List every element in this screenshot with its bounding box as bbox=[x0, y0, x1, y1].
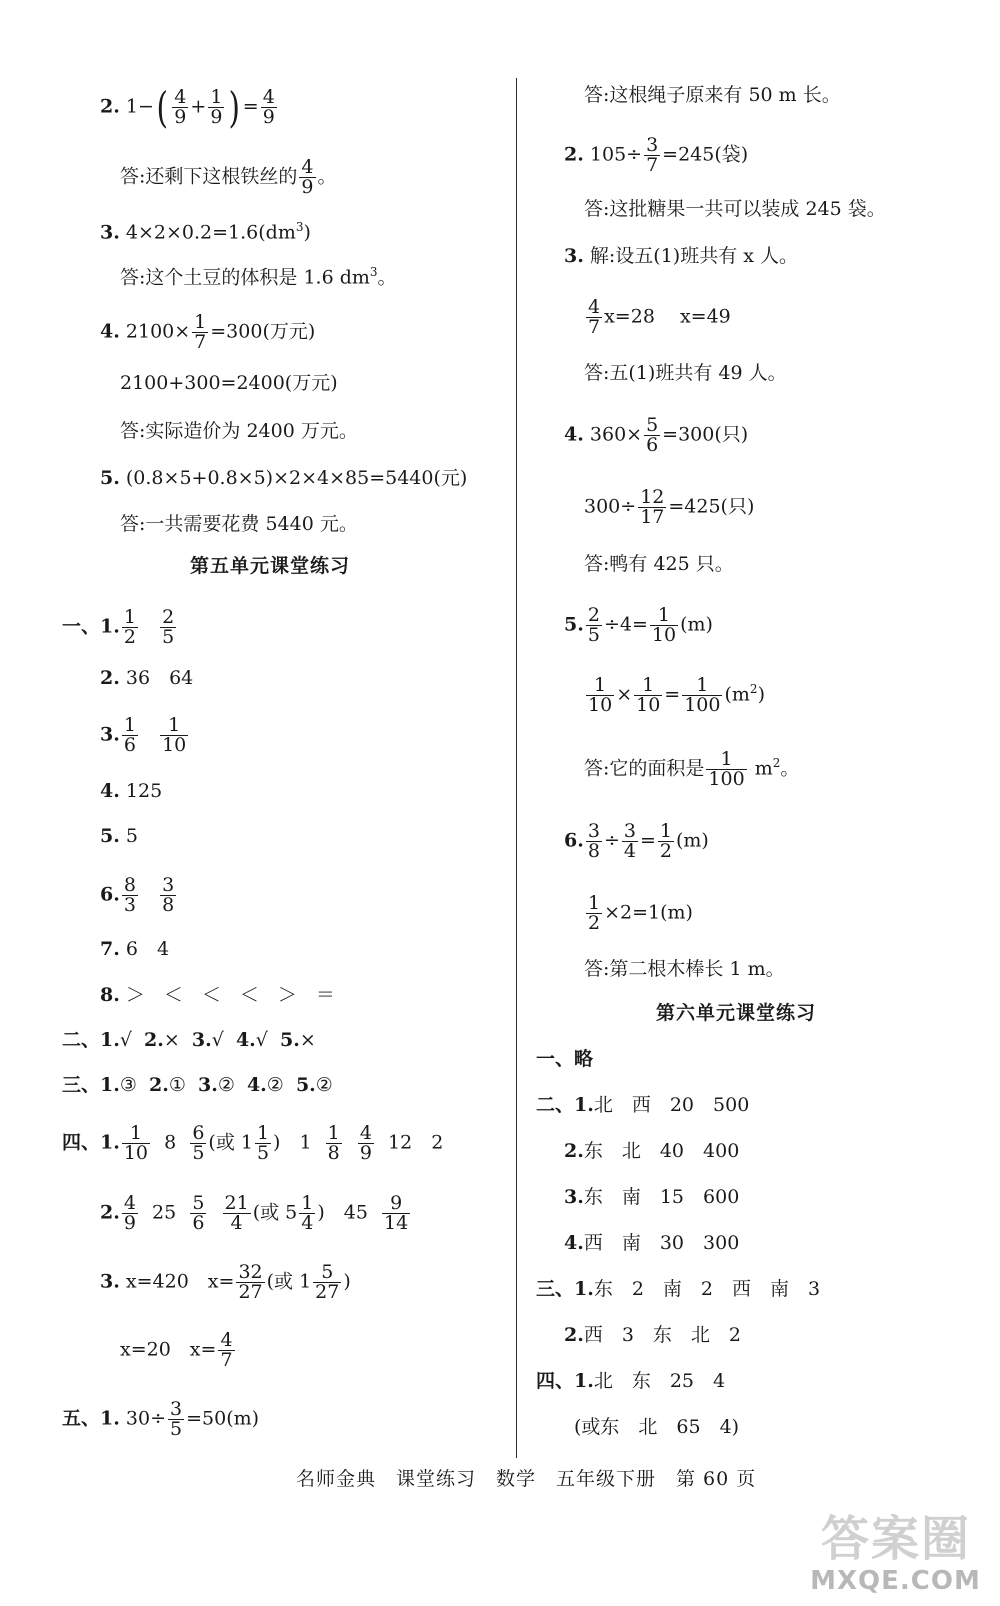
section-1-q2: 2. 36 64 bbox=[100, 667, 194, 689]
r-answer-5-line2: $\frac{1}{10}$ × $\frac{1}{10}$ = $\frac{1}{100}$ $(m^2)$ bbox=[588, 674, 765, 716]
right-paren: ) bbox=[228, 82, 241, 132]
fraction: $\frac{1}{2}$ bbox=[123, 606, 136, 648]
fraction: $\frac{1}{2}$ bbox=[588, 892, 601, 934]
r-answer-4-equation: 4. 360× $\frac{5}{6}$ =300(只) bbox=[564, 414, 749, 456]
page-footer: 名师金典 课堂练习 数学 五年级下册 第 60 页 bbox=[296, 1468, 757, 1490]
unit-5-heading: 第五单元课堂练习 bbox=[190, 555, 351, 577]
r-answer-2-equation: 2. 105÷ $\frac{3}{7}$ =245(袋) bbox=[564, 134, 749, 176]
section-4-q3-line2: x=20 x= $\frac{4}{7}$ bbox=[120, 1329, 233, 1371]
watermark-logo: 答案圈 bbox=[820, 1511, 971, 1567]
answer-2-equation: 2. 1−( $\frac{4}{9}$ + $\frac{1}{9}$ ) = $\frac{4}{9}$ bbox=[100, 82, 275, 132]
section-4-q3: 3. x=420 x= $\frac{32}{27}$ (或 1 $\frac{5}{27}$ ) bbox=[100, 1261, 351, 1303]
fraction: $\frac{1}{7}$ bbox=[194, 311, 207, 353]
watermark-site: MXQE.COM bbox=[810, 1566, 981, 1596]
section-1-q1: 一、1. $\frac{1}{2}$ $\frac{2}{5}$ bbox=[62, 606, 175, 648]
answer-4-text: 答:实际造价为 2400 万元。 bbox=[120, 420, 358, 442]
unit-6-section-2-q2: 2.东 北 40 400 bbox=[564, 1140, 740, 1162]
r-answer-4-line2: 300÷ $\frac{12}{17}$ =425(只) bbox=[584, 486, 755, 528]
fraction: $\frac{3}{4}$ bbox=[623, 820, 636, 862]
r-answer-3-equation: $\frac{4}{7}$ x=28 x=49 bbox=[588, 296, 731, 338]
r-answer-6-equation: 6. $\frac{3}{8}$ ÷ $\frac{3}{4}$ = $\frac{1}{2}$ (m) bbox=[564, 820, 709, 862]
column-divider bbox=[516, 78, 517, 1458]
fraction: $\frac{5}{27}$ bbox=[315, 1261, 340, 1303]
r-answer-5-text: 答:它的面积是 $\frac{1}{100}$ $m^2$。 bbox=[584, 748, 800, 790]
section-2: 二、1.√ 2.× 3.√ 4.√ 5.× bbox=[62, 1029, 316, 1051]
fraction: $\frac{5}{6}$ bbox=[646, 414, 659, 456]
fraction: $\frac{6}{5}$ bbox=[192, 1122, 205, 1164]
section-1-q8: 8. ＞ ＜ ＜ ＜ ＞ ＝ bbox=[100, 984, 335, 1006]
section-4-q1: 四、1. $\frac{1}{10}$ 8 $\frac{6}{5}$ (或 1 $\frac{1}{5}$ ) 1 $\frac{1}{8}$ $\frac{4}{9}$ 12 2 bbox=[62, 1122, 444, 1164]
section-3: 三、1.③ 2.① 3.② 4.② 5.② bbox=[62, 1074, 333, 1096]
fraction: $\frac{1}{100}$ bbox=[708, 748, 745, 790]
section-1-q6: 6. $\frac{8}{3}$ $\frac{3}{8}$ bbox=[100, 874, 175, 916]
fraction: $\frac{9}{14}$ bbox=[384, 1192, 409, 1234]
fraction: $\frac{4}{9}$ bbox=[123, 1192, 136, 1234]
section-1-q3: 3. $\frac{1}{6}$ $\frac{1}{10}$ bbox=[100, 714, 187, 756]
fraction: $\frac{1}{10}$ bbox=[651, 604, 677, 646]
fraction: $\frac{32}{27}$ bbox=[238, 1261, 263, 1303]
unit-6-section-4-q1: 四、1.北 东 25 4 bbox=[536, 1370, 726, 1392]
fraction: $\frac{5}{6}$ bbox=[192, 1192, 205, 1234]
fraction: $\frac{3}{8}$ bbox=[587, 820, 600, 862]
section-1-q5: 5. 5 bbox=[100, 825, 138, 847]
answer-2-text: 答:还剩下这根铁丝的 $\frac{4}{9}$ 。 bbox=[120, 156, 337, 198]
r-answer-2-text: 答:这批糖果一共可以装成 245 袋。 bbox=[584, 198, 886, 220]
fraction: $\frac{1}{5}$ bbox=[256, 1122, 270, 1164]
fraction: $\frac{2}{5}$ bbox=[587, 604, 600, 646]
unit-6-section-2-q3: 3.东 南 15 600 bbox=[564, 1186, 740, 1208]
fraction: $\frac{2}{5}$ bbox=[162, 606, 175, 648]
fraction: $\frac{4}{7}$ bbox=[220, 1329, 233, 1371]
watermark bbox=[798, 1500, 993, 1600]
r-answer-6-text: 答:第二根木棒长 1 m。 bbox=[584, 958, 785, 980]
unit-6-section-2-q1: 二、1.北 西 20 500 bbox=[536, 1094, 750, 1116]
fraction: $\frac{8}{3}$ bbox=[123, 874, 136, 916]
fraction: $\frac{4}{7}$ bbox=[588, 296, 601, 338]
answer-3-text: 答:这个土豆的体积是 1.6 $dm^3$。 bbox=[120, 265, 397, 289]
answer-5-equation: 5. (0.8×5+0.8×5)×2×4×85=5440(元) bbox=[100, 467, 468, 489]
fraction: $\frac{4}{9}$ bbox=[301, 156, 314, 198]
r-answer-6-line2: $\frac{1}{2}$ ×2=1(m) bbox=[588, 892, 693, 934]
fraction: $\frac{1}{2}$ bbox=[659, 820, 672, 862]
fraction: $\frac{12}{17}$ bbox=[640, 486, 665, 528]
fraction: $\frac{3}{5}$ bbox=[170, 1398, 183, 1440]
section-4-q2: 2. $\frac{4}{9}$ 25 $\frac{5}{6}$ $\frac{21}{4}$ (或 5 $\frac{1}{4}$ ) 45 $\frac{9}{14}$ bbox=[100, 1192, 409, 1234]
fraction: $\frac{4}{9}$ bbox=[174, 86, 187, 128]
r-answer-4-text: 答:鸭有 425 只。 bbox=[584, 553, 734, 575]
fraction: $\frac{3}{7}$ bbox=[646, 134, 659, 176]
fraction: $\frac{4}{9}$ bbox=[262, 86, 275, 128]
fraction: $\frac{1}{8}$ bbox=[327, 1122, 340, 1164]
r-answer-1-text: 答:这根绳子原来有 50 m 长。 bbox=[584, 84, 841, 106]
answer-4-line2: 2100+300=2400(万元) bbox=[120, 372, 338, 394]
unit-6-section-1: 一、略 bbox=[536, 1048, 594, 1070]
fraction: $\frac{1}{9}$ bbox=[210, 86, 223, 128]
left-paren: ( bbox=[156, 82, 168, 132]
section-5-q1: 五、1. 30÷ $\frac{3}{5}$ =50(m) bbox=[62, 1398, 260, 1440]
unit-6-heading: 第六单元课堂练习 bbox=[656, 1002, 817, 1024]
fraction: $\frac{1}{4}$ bbox=[301, 1192, 314, 1234]
fraction: $\frac{1}{10}$ bbox=[636, 674, 661, 716]
unit-6-section-3-q2: 2.西 3 东 北 2 bbox=[564, 1324, 742, 1346]
fraction: $\frac{21}{4}$ bbox=[224, 1192, 249, 1234]
fraction: $\frac{1}{10}$ bbox=[162, 714, 187, 756]
fraction: $\frac{1}{6}$ bbox=[123, 714, 136, 756]
r-answer-5-equation: 5. $\frac{2}{5}$ ÷4= $\frac{1}{10}$ (m) bbox=[564, 604, 713, 646]
section-1-q7: 7. 6 4 bbox=[100, 938, 170, 960]
answer-5-text: 答:一共需要花费 5440 元。 bbox=[120, 513, 358, 535]
unit-6-section-3-q1: 三、1.东 2 南 2 西 南 3 bbox=[536, 1278, 821, 1300]
r-answer-3-text: 答:五(1)班共有 49 人。 bbox=[584, 362, 787, 384]
answer-3-equation: 3. $4\times 2\times 0.2=1.6(dm^3)$ bbox=[100, 220, 311, 244]
fraction: $\frac{1}{10}$ bbox=[588, 674, 613, 716]
answer-4-equation: 4. 2100× $\frac{1}{7}$ =300(万元) bbox=[100, 311, 316, 353]
unit-6-section-4-alt: (或东 北 65 4) bbox=[574, 1416, 740, 1438]
fraction: $\frac{3}{8}$ bbox=[162, 874, 175, 916]
section-1-q4: 4. 125 bbox=[100, 780, 163, 802]
unit-6-section-2-q4: 4.西 南 30 300 bbox=[564, 1232, 740, 1254]
fraction: $\frac{1}{100}$ bbox=[684, 674, 721, 716]
fraction: $\frac{1}{10}$ bbox=[123, 1122, 149, 1164]
fraction: $\frac{4}{9}$ bbox=[359, 1122, 372, 1164]
r-answer-3-setup: 3. 解:设五(1)班共有 x 人。 bbox=[564, 245, 799, 267]
